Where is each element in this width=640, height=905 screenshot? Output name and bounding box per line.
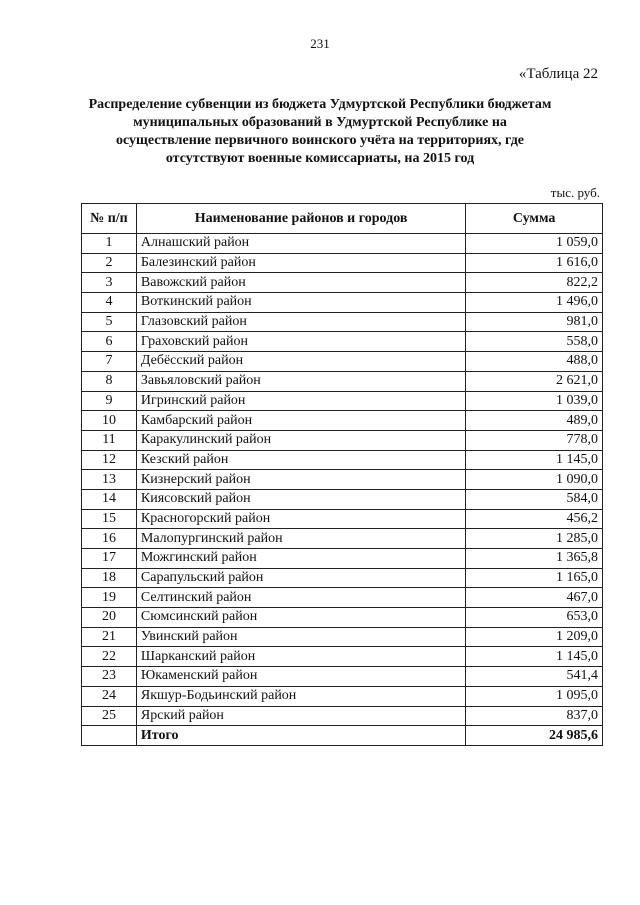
table-row (82, 332, 603, 352)
table-reference: «Таблица 22 (518, 66, 598, 82)
row-number: 21 (82, 627, 137, 647)
district-name: Камбарский район (136, 411, 465, 431)
amount: 1 039,0 (466, 391, 603, 411)
total-number-cell (82, 726, 137, 746)
amount: 489,0 (466, 411, 603, 431)
amount: 541,4 (466, 667, 603, 687)
table-row (82, 253, 603, 273)
table-row (82, 686, 603, 706)
amount: 1 285,0 (466, 529, 603, 549)
row-number: 25 (82, 706, 137, 726)
table-row (82, 588, 603, 608)
district-name: Каракулинский район (136, 430, 465, 450)
table-row (82, 312, 603, 332)
row-number: 9 (82, 391, 137, 411)
amount: 488,0 (466, 352, 603, 372)
row-number: 17 (82, 549, 137, 569)
amount: 467,0 (466, 588, 603, 608)
amount: 1 165,0 (466, 568, 603, 588)
amount: 1 616,0 (466, 253, 603, 273)
amount: 1 496,0 (466, 293, 603, 313)
table-row (82, 529, 603, 549)
row-number: 15 (82, 509, 137, 529)
subvention-table (81, 203, 603, 746)
district-name: Алнашский район (136, 234, 465, 254)
document-title (70, 96, 570, 168)
title-line: муниципальных образований в Удмуртской Республике на (133, 115, 507, 130)
row-number: 18 (82, 568, 137, 588)
table-body (82, 234, 603, 726)
district-name: Граховский район (136, 332, 465, 352)
district-name: Сюмсинский район (136, 608, 465, 628)
table-row (82, 509, 603, 529)
row-number: 8 (82, 371, 137, 391)
table-row (82, 352, 603, 372)
amount: 1 145,0 (466, 450, 603, 470)
total-row (82, 726, 603, 746)
table-row (82, 568, 603, 588)
page-number: 231 (310, 36, 330, 51)
table-row (82, 411, 603, 431)
district-name: Малопургинский район (136, 529, 465, 549)
title-line: отсутствуют военные комиссариаты, на 2015 год (165, 151, 475, 166)
row-number: 10 (82, 411, 137, 431)
district-name: Дебёсский район (136, 352, 465, 372)
header-sum: Сумма (466, 204, 603, 234)
row-number: 22 (82, 647, 137, 667)
amount: 456,2 (466, 509, 603, 529)
district-name: Сарапульский район (136, 568, 465, 588)
district-name: Глазовский район (136, 312, 465, 332)
amount: 1 209,0 (466, 627, 603, 647)
row-number: 13 (82, 470, 137, 490)
table-row (82, 450, 603, 470)
title-line: осуществление первичного воинского учёта на территориях, где (115, 133, 524, 148)
table-row (82, 647, 603, 667)
row-number: 4 (82, 293, 137, 313)
table-header-row (82, 204, 603, 234)
table-row (82, 627, 603, 647)
header-name: Наименование районов и городов (136, 204, 465, 234)
table-row (82, 371, 603, 391)
row-number: 11 (82, 430, 137, 450)
row-number: 3 (82, 273, 137, 293)
row-number: 6 (82, 332, 137, 352)
district-name: Балезинский район (136, 253, 465, 273)
row-number: 5 (82, 312, 137, 332)
amount: 778,0 (466, 430, 603, 450)
district-name: Ярский район (136, 706, 465, 726)
row-number: 12 (82, 450, 137, 470)
table-row (82, 470, 603, 490)
amount: 837,0 (466, 706, 603, 726)
amount: 1 095,0 (466, 686, 603, 706)
amount: 653,0 (466, 608, 603, 628)
row-number: 14 (82, 489, 137, 509)
district-name: Вавожский район (136, 273, 465, 293)
district-name: Селтинский район (136, 588, 465, 608)
district-name: Юкаменский район (136, 667, 465, 687)
row-number: 16 (82, 529, 137, 549)
district-name: Красногорский район (136, 509, 465, 529)
row-number: 20 (82, 608, 137, 628)
total-label: Итого (136, 726, 465, 746)
district-name: Завьяловский район (136, 371, 465, 391)
amount: 2 621,0 (466, 371, 603, 391)
table-row (82, 706, 603, 726)
title-line: Распределение субвенции из бюджета Удмуртской Республики бюджетам (88, 97, 552, 112)
table-row (82, 273, 603, 293)
amount: 584,0 (466, 489, 603, 509)
row-number: 24 (82, 686, 137, 706)
row-number: 7 (82, 352, 137, 372)
row-number: 23 (82, 667, 137, 687)
district-name: Якшур-Бодьинский район (136, 686, 465, 706)
total-sum: 24 985,6 (466, 726, 603, 746)
district-name: Кезский район (136, 450, 465, 470)
district-name: Шарканский район (136, 647, 465, 667)
district-name: Увинский район (136, 627, 465, 647)
district-name: Воткинский район (136, 293, 465, 313)
row-number: 2 (82, 253, 137, 273)
amount: 822,2 (466, 273, 603, 293)
table-row (82, 489, 603, 509)
table-row (82, 608, 603, 628)
header-number: № п/п (82, 204, 137, 234)
district-name: Игринский район (136, 391, 465, 411)
district-name: Киясовский район (136, 489, 465, 509)
table-row (82, 430, 603, 450)
amount: 1 365,8 (466, 549, 603, 569)
table-row (82, 549, 603, 569)
table-row (82, 293, 603, 313)
district-name: Кизнерский район (136, 470, 465, 490)
table-row (82, 234, 603, 254)
units-label: тыс. руб. (550, 185, 600, 200)
table-row (82, 667, 603, 687)
row-number: 1 (82, 234, 137, 254)
amount: 1 145,0 (466, 647, 603, 667)
amount: 1 090,0 (466, 470, 603, 490)
amount: 1 059,0 (466, 234, 603, 254)
amount: 981,0 (466, 312, 603, 332)
district-name: Можгинский район (136, 549, 465, 569)
row-number: 19 (82, 588, 137, 608)
table-row (82, 391, 603, 411)
amount: 558,0 (466, 332, 603, 352)
